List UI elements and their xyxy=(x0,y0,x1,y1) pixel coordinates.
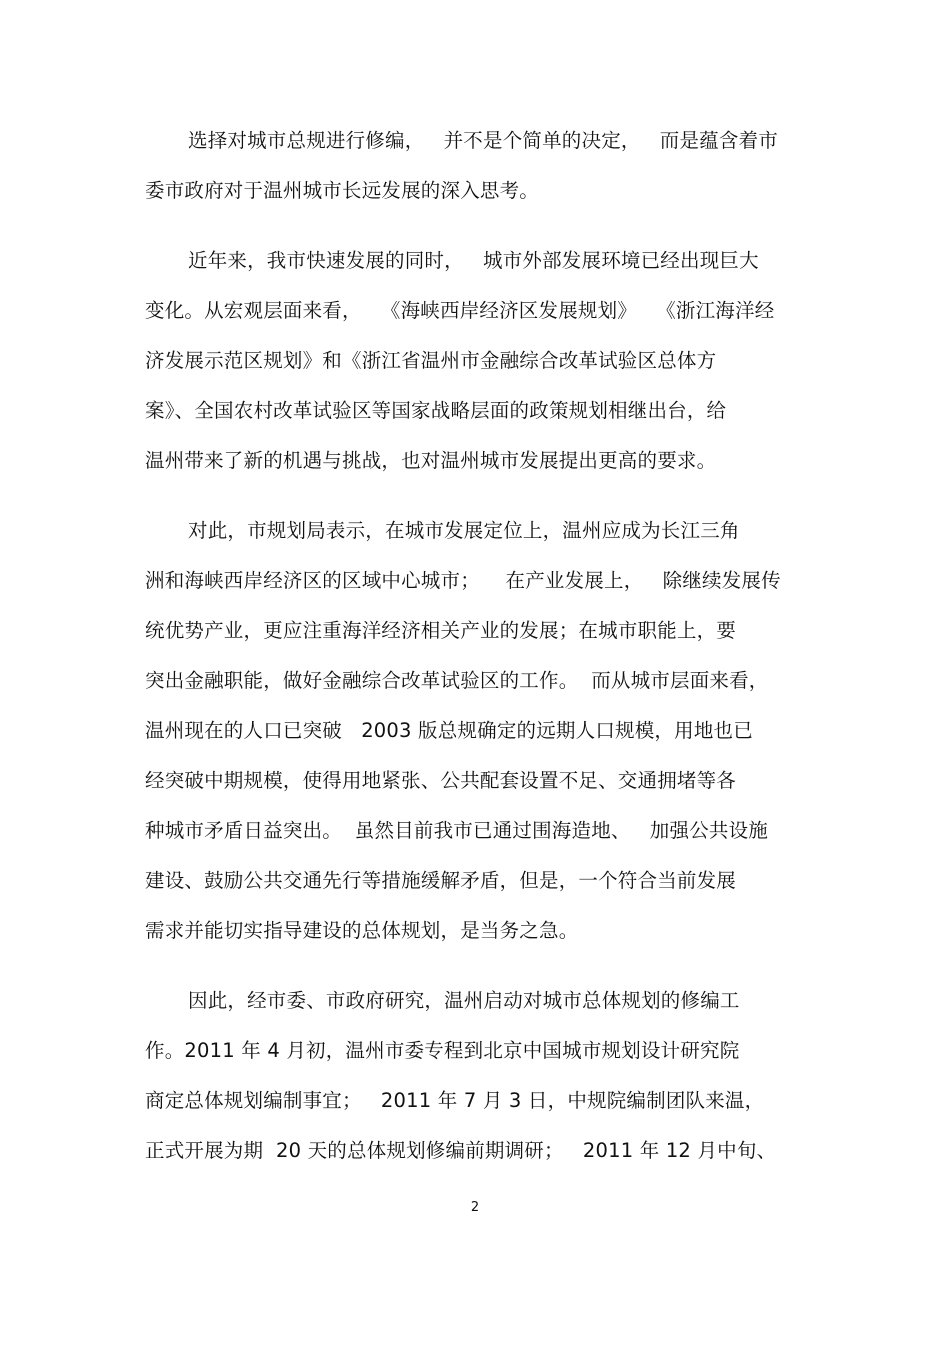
paragraph-4-line-1: 因此，经市委、市政府研究，温州启动对城市总体规划的修编工 xyxy=(188,989,740,1012)
page-number: 2 xyxy=(470,1200,480,1215)
paragraph-3-line-6: 经突破中期规模，使得用地紧张、公共配套设置不足、交通拥堵等各 xyxy=(145,769,737,792)
paragraph-4-line-3: 商定总体规划编制事宜； 2011 年 7 月 3 日，中规院编制团队来温， xyxy=(145,1089,765,1112)
paragraph-1-line-1: 选择对城市总规进行修编， 并不是个简单的决定， 而是蕴含着市 xyxy=(188,129,778,152)
paragraph-3-line-3: 统优势产业，更应注重海洋经济相关产业的发展；在城市职能上，要 xyxy=(145,619,737,642)
paragraph-3-line-1: 对此，市规划局表示，在城市发展定位上，温州应成为长江三角 xyxy=(188,519,740,542)
paragraph-3-line-4: 突出金融职能，做好金融综合改革试验区的工作。 而从城市层面来看， xyxy=(145,669,769,692)
paragraph-3-line-2: 洲和海峡西岸经济区的区域中心城市； 在产业发展上， 除继续发展传 xyxy=(145,569,781,592)
paragraph-2-line-2: 变化。从宏观层面来看， 《海峡西岸经济区发展规划》 《浙江海洋经 xyxy=(145,299,775,322)
paragraph-3-line-9: 需求并能切实指导建设的总体规划，是当务之急。 xyxy=(145,919,579,942)
paragraph-2-line-3: 济发展示范区规划》和《浙江省温州市金融综合改革试验区总体方 xyxy=(145,349,717,372)
paragraph-1-line-2: 委市政府对于温州城市长远发展的深入思考。 xyxy=(145,179,540,202)
paragraph-3-line-7: 种城市矛盾日益突出。 虽然目前我市已通过围海造地、 加强公共设施 xyxy=(145,819,768,842)
paragraph-3-line-8: 建设、鼓励公共交通先行等措施缓解矛盾，但是，一个符合当前发展 xyxy=(145,869,737,892)
paragraph-4-line-4: 正式开展为期 20 天的总体规划修编前期调研； 2011 年 12 月中旬、 xyxy=(145,1139,777,1162)
paragraph-2-line-4: 案》、全国农村改革试验区等国家战略层面的政策规划相继出台，给 xyxy=(145,399,727,422)
paragraph-2-line-5: 温州带来了新的机遇与挑战，也对温州城市发展提出更高的要求。 xyxy=(145,449,717,472)
paragraph-4-line-2: 作。2011 年 4 月初，温州市委专程到北京中国城市规划设计研究院 xyxy=(145,1039,740,1062)
paragraph-3-line-5: 温州现在的人口已突破 2003 版总规确定的远期人口规模，用地也已 xyxy=(145,719,753,742)
paragraph-2-line-1: 近年来，我市快速发展的同时， 城市外部发展环境已经出现巨大 xyxy=(188,249,759,272)
